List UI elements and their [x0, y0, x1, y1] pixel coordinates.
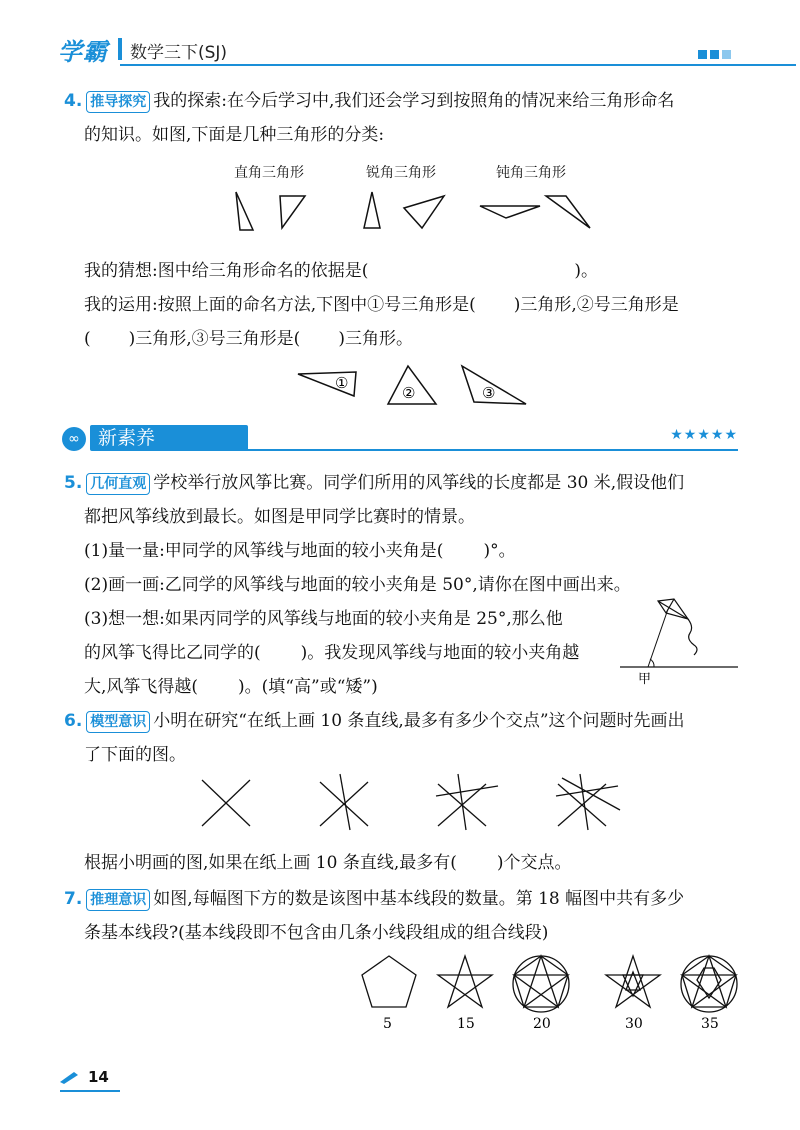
count-5: 35: [701, 1016, 719, 1032]
tri-2-label: ②: [402, 384, 416, 402]
q6-lines-figure: [0, 770, 800, 834]
q4-label-obtuse: 钝角三角形: [496, 165, 566, 181]
q4-text1: 我的探索:在今后学习中,我们还会学习到按照角的情况来给三角形命名: [153, 91, 675, 111]
obtuse-triangle-1: [480, 206, 540, 218]
right-triangle-1: [236, 192, 253, 230]
q5-p2: (2)画一画:乙同学的风筝线与地面的较小夹角是 50°,请你在图中画出来。: [84, 575, 631, 595]
q6-answer-line: [84, 848, 572, 873]
link-icon: ∞: [62, 427, 86, 451]
q6-tag: 模型意识: [86, 711, 150, 733]
q5-p3b-end: )。我发现风筝线与地面的较小夹角越: [300, 643, 580, 663]
q5-p3c-end: )。(填“高”或“矮”): [238, 677, 378, 697]
q5-p1-end: )°。: [483, 541, 516, 561]
difficulty-stars: ★★★★★: [670, 427, 738, 443]
q4-text2: 的知识。如图,下面是几种三角形的分类:: [84, 125, 385, 145]
section-rule: [242, 449, 738, 451]
figure-star-nested: [606, 956, 660, 1007]
q5-text1: 学校举行放风筝比赛。同学们所用的风筝线的长度都是 30 米,假设他们: [153, 473, 685, 493]
q6-text3-end: )个交点。: [496, 853, 572, 873]
q7-figures: [0, 950, 800, 1040]
acute-triangle-2: [404, 196, 444, 228]
count-2: 15: [457, 1016, 475, 1032]
q5-tag: 几何直观: [86, 473, 150, 495]
kite-label: 甲: [638, 672, 652, 685]
page-number: 14: [88, 1068, 109, 1086]
q6-text2: 了下面的图。: [84, 745, 186, 765]
q6-number: 6.: [64, 711, 83, 731]
q5-p3c-line: [84, 672, 378, 697]
q5-p3b: 的风筝飞得比乙同学的(: [84, 643, 261, 663]
q6-text1: 小明在研究“在纸上画 10 条直线,最多有多少个交点”这个问题时先画出: [153, 711, 685, 731]
section-title: 新素养: [90, 425, 248, 451]
q5-text2: 都把风筝线放到最长。如图是甲同学比赛时的情景。: [84, 507, 475, 527]
figure-pentagon: [362, 956, 416, 1007]
q4-guess: 我的猜想:图中给三角形命名的依据是(: [84, 261, 369, 281]
tri-3-label: ③: [482, 384, 496, 402]
q4-apply-line2: [84, 324, 413, 349]
acute-triangle-1: [364, 192, 380, 228]
q4-apply1-mid: )三角形,②号三角形是: [513, 295, 679, 315]
q6-line1: [64, 706, 685, 733]
lines-2: [202, 780, 250, 826]
figure-star: [438, 956, 492, 1007]
q4-apply2-end: )三角形。: [338, 329, 413, 349]
count-1: 5: [383, 1016, 392, 1032]
lines-5: [556, 774, 620, 830]
q4-apply-line1: [84, 290, 679, 315]
count-4: 30: [625, 1016, 643, 1032]
right-triangle-2: [280, 196, 305, 228]
q5-p3b-line: [84, 638, 579, 663]
q7-line1: [64, 884, 684, 911]
q5-number: 5.: [64, 473, 83, 493]
q7-number: 7.: [64, 889, 83, 909]
q5-p3c: 大,风筝飞得越(: [84, 677, 199, 697]
count-3: 20: [533, 1016, 551, 1032]
q4-apply2-mid: )三角形,③号三角形是(: [128, 329, 301, 349]
section-header: [62, 425, 738, 453]
q5-p1: (1)量一量:甲同学的风筝线与地面的较小夹角是(: [84, 541, 444, 561]
kite-icon: [658, 599, 697, 655]
q4-guess-end: )。: [574, 261, 598, 281]
obtuse-triangle-2: [546, 196, 590, 228]
brand-logo: 学霸: [58, 38, 108, 66]
q4-tag: 推导探究: [86, 91, 150, 113]
figure-star-pentagon: [513, 956, 569, 1012]
q7-tag: 推理意识: [86, 889, 150, 911]
q5-line1: [64, 468, 684, 495]
q5-p1-line: [84, 536, 516, 561]
pen-icon: [60, 1070, 80, 1084]
lines-4: [436, 774, 498, 830]
footer-rule: [60, 1090, 120, 1092]
lines-3: [320, 774, 368, 830]
q4-label-right: 直角三角形: [234, 165, 304, 181]
kite-string: [648, 609, 668, 667]
q7-text1: 如图,每幅图下方的数是该图中基本线段的数量。第 18 幅图中共有多少: [153, 889, 685, 909]
q4-guess-line: [84, 256, 598, 281]
q4-apply2-start: (: [84, 329, 91, 349]
subject-title: 数学三下(SJ): [130, 43, 228, 63]
q5-p3a: (3)想一想:如果丙同学的风筝线与地面的较小夹角是 25°,那么他: [84, 609, 563, 629]
q6-text3: 根据小明画的图,如果在纸上画 10 条直线,最多有(: [84, 853, 457, 873]
q4-label-acute: 锐角三角形: [366, 165, 436, 181]
q4-apply1: 我的运用:按照上面的命名方法,下图中①号三角形是(: [84, 295, 476, 315]
tri-1-label: ①: [335, 374, 349, 392]
q4-triangles-figure: [0, 0, 800, 420]
figure-complex: [681, 956, 737, 1012]
q7-text2: 条基本线段?(基本线段即不包含由几条小线段组成的组合线段): [84, 923, 549, 943]
kite-figure: [620, 595, 740, 685]
q4-number: 4.: [64, 91, 83, 111]
